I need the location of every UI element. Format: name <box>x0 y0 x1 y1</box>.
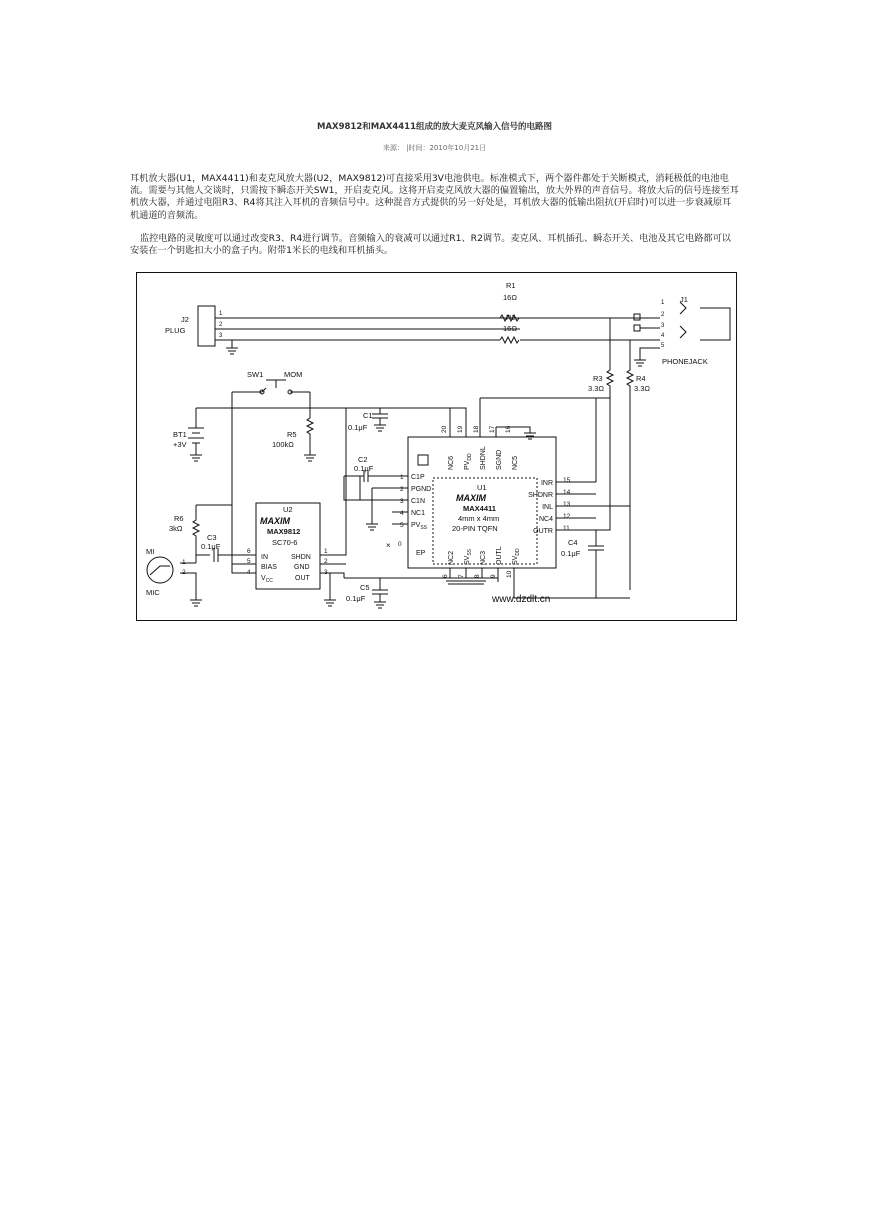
u2-brand-logo: MAXIM <box>260 516 290 526</box>
j1-pin-2: 2 <box>661 312 665 318</box>
u1-top-pin-label: $PV_{DD}$ <box>464 453 473 470</box>
power-rail <box>196 392 450 418</box>
u1-right-pin-num: 13 <box>563 501 571 508</box>
u1-left-pin-label: C1P <box>411 474 425 481</box>
u1-bottom-pin-num: 7 <box>458 574 465 578</box>
u1-left-pin-label: C1N <box>411 498 426 505</box>
u2-package: SC70-6 <box>272 538 298 547</box>
u1-ep-label: EP <box>416 550 426 557</box>
j1-name: PHONEJACK <box>662 357 708 366</box>
c2-value: 0.1μF <box>354 464 374 473</box>
mic-symbol <box>150 566 170 575</box>
c2-ref: C2 <box>358 455 368 464</box>
c2-capacitor <box>344 470 392 500</box>
c3-value: 0.1μF <box>201 542 221 551</box>
u1-bottom-pin-label: NC2 <box>448 550 455 565</box>
u1-bottom-ground <box>444 578 488 584</box>
r4-resistor <box>627 340 633 590</box>
c4-value: 0.1μF <box>561 549 581 558</box>
mic-ref: MI <box>146 547 155 556</box>
u1-package: 20-PIN TQFN <box>452 524 498 533</box>
u1-left-pin-num: 4 <box>400 510 404 517</box>
u1-top-pin-label: SHDNL <box>480 446 487 470</box>
j1-ref: J1 <box>680 295 688 304</box>
r5-resistor <box>307 418 313 455</box>
r2-ref: R2 <box>506 313 516 322</box>
u2-num-shdn: 1 <box>324 548 328 555</box>
u1-right-pin-label: INL <box>542 504 553 511</box>
u1-bottom-pin-num: 8 <box>474 574 481 578</box>
u1-left-pin-num: 1 <box>400 474 404 481</box>
u1-right-pin-num: 15 <box>563 477 571 484</box>
c4-capacitor <box>588 530 604 598</box>
u1-ep-num: 0 <box>398 541 402 548</box>
u1-left-pin-num: 2 <box>400 486 404 493</box>
c1-value: 0.1μF <box>348 423 368 432</box>
u1-bottom-pin-num: 9 <box>490 574 497 578</box>
mic-body <box>147 557 173 583</box>
j2-ground <box>226 348 238 354</box>
u1-right-pin-num: 11 <box>563 525 570 532</box>
r2-resistor <box>500 337 519 343</box>
u1-top-pin-label: NC5 <box>512 455 519 470</box>
c4-ref: C4 <box>568 538 578 547</box>
u1-bottom-pin-num: 6 <box>442 574 449 578</box>
r4-ref: R4 <box>636 374 646 383</box>
circuit-schematic <box>136 272 737 621</box>
r5-value: 100kΩ <box>272 440 294 449</box>
u2-left-wiring <box>220 408 240 573</box>
j2-wires <box>215 318 520 348</box>
u1-top-pin-num: 16 <box>505 425 512 433</box>
u1-top-pin-num: 18 <box>473 425 480 433</box>
u1-right-pin-label: NC4 <box>538 516 553 523</box>
r3-resistor <box>607 318 613 398</box>
bt1-value: +3V <box>173 440 187 449</box>
u1-pgnd-ground <box>366 488 392 530</box>
r3-ref: R3 <box>593 374 603 383</box>
u1-bottom-pin-label: NC3 <box>480 550 487 565</box>
u1-right-pin-label: OUTR <box>533 528 553 535</box>
u2-pin-in: IN <box>261 554 268 561</box>
u1-top-pin-num: 19 <box>457 425 464 433</box>
j1-pin-5: 5 <box>661 343 665 349</box>
sw1-switch <box>232 380 310 392</box>
mic-pin-2: 2 <box>182 569 186 576</box>
r5-ground <box>304 455 316 461</box>
u2-pin-bias: BIAS <box>261 564 277 571</box>
j1-ground <box>634 360 646 366</box>
c5-value: 0.1μF <box>346 594 366 603</box>
u1-bottom-pin-label: OUTL <box>496 546 503 565</box>
r4-value: 3.3Ω <box>634 384 651 393</box>
j2-plug-body <box>198 306 215 346</box>
u1-left-pin-num: 3 <box>400 498 404 505</box>
j2-pin-2: 2 <box>219 322 223 328</box>
article-paragraph-2: 监控电路的灵敏度可以通过改变R3、R4进行调节。音频输入的衰减可以通过R1、R2调节。麦克风、耳机插孔、瞬态开关、电池及其它电路都可以安装在一个钥匙扣大小的盒子内。附带1米长的电线和耳机插头。 <box>130 233 731 257</box>
r5-ref: R5 <box>287 430 297 439</box>
u1-left-pin-label: $PV_{SS}$ <box>411 522 428 531</box>
u1-bottom-pin-label: $SV_{DD}$ <box>512 548 521 565</box>
u2-ref: U2 <box>283 505 293 514</box>
u2-num-out: 3 <box>324 569 328 576</box>
c5-ref: C5 <box>360 583 370 592</box>
article-paragraph-1: 耳机放大器(U1，MAX4411)和麦克风放大器(U2，MAX9812)可直接采用3V电池供电。标准模式下，两个器件都处于关断模式，消耗极低的电池电流。需要与其他人交谈时，只需按下瞬态开关SW1，开启麦克风。这将开启麦克风放大器的偏置输出，放大外界的声音信号。将放大后的信号连接至耳机放大器，并通过电阻R3、R4将其注入耳机的音频信号中。这种混音方式提供的另一好处是，耳机放大器的低输出阻抗(开启时)可以进一步衰减原耳机通道的音频流。 <box>130 173 739 221</box>
u2-num-gnd: 2 <box>324 558 328 565</box>
c3-ref: C3 <box>207 533 217 542</box>
u1-left-pin-label: PGND <box>411 486 432 493</box>
j2-pin-1: 1 <box>219 311 223 317</box>
u1-size: 4mm x 4mm <box>458 514 500 523</box>
u2-pin-out: OUT <box>295 575 310 582</box>
j1-contact-b <box>634 325 640 331</box>
u1-left-pin-label: NC1 <box>411 510 426 517</box>
u1-top-pin-label: NC6 <box>448 455 455 470</box>
u1-pin1-marker <box>418 455 428 465</box>
j1-contact-a <box>634 314 640 320</box>
u2-num-bias: 5 <box>247 558 251 565</box>
r3-value: 3.3Ω <box>588 384 605 393</box>
j1-jack-body <box>680 302 730 340</box>
u1-right-pin-wiring <box>556 398 630 530</box>
r1-value: 16Ω <box>503 293 517 302</box>
j2-pin-3: 3 <box>219 333 223 339</box>
u1-brand-logo: MAXIM <box>456 493 486 503</box>
u2-output-wiring <box>324 408 346 606</box>
bt1-battery <box>188 408 204 461</box>
r2-value: 16Ω <box>503 324 517 333</box>
u2-pin-gnd: GND <box>294 564 310 571</box>
u1-part: MAX4411 <box>463 504 496 513</box>
article-meta: 来源： |时间：2010年10月21日 <box>382 144 487 152</box>
u1-ep-nc-mark: × <box>386 541 391 550</box>
mic-name: MIC <box>146 588 160 597</box>
u1-right-pin-num: 14 <box>563 489 571 496</box>
c3-capacitor <box>180 548 240 606</box>
article-title: MAX9812和MAX4411组成的放大麦克风输入信号的电路图 <box>317 122 552 132</box>
r6-value: 3kΩ <box>169 524 183 533</box>
u2-pin-shdn: SHDN <box>291 554 311 561</box>
u1-top-pin-num: 17 <box>489 425 496 433</box>
j2-ref: J2 <box>181 315 189 324</box>
u1-left-pin-num: 5 <box>400 522 404 529</box>
j1-pin-1: 1 <box>661 300 665 306</box>
c1-capacitor <box>372 408 388 431</box>
bt1-ref: BT1 <box>173 430 187 439</box>
u1-bottom-pin-num: 10 <box>506 570 513 578</box>
u1-right-pin-label: SHDNR <box>528 492 553 499</box>
u1-ref: U1 <box>477 483 487 492</box>
u1-right-pin-num: 12 <box>563 513 571 520</box>
u2-num-in: 6 <box>247 548 251 555</box>
sw1-type: MOM <box>284 370 303 379</box>
j2-name: PLUG <box>165 326 186 335</box>
r6-ref: R6 <box>174 514 184 523</box>
r1-ref: R1 <box>506 281 516 290</box>
mic-pin-1: 1 <box>182 559 186 566</box>
j1-pin-3: 3 <box>661 323 665 329</box>
u1-bottom-pin-label: $SV_{SS}$ <box>464 548 473 565</box>
u1-right-pin-label: INR <box>540 480 553 487</box>
c1-ref: C1 <box>363 411 373 420</box>
u2-num-vcc: 4 <box>247 569 251 576</box>
u2-pin-stubs <box>240 555 336 573</box>
j1-wires <box>610 318 660 360</box>
j1-pin-4: 4 <box>661 333 665 339</box>
u1-top-pin-label: SGND <box>496 449 503 470</box>
watermark: www.dzdlt.cn <box>492 594 551 605</box>
u2-pin-vcc: $V_{CC}$ <box>261 575 273 584</box>
u2-part: MAX9812 <box>267 527 301 536</box>
u1-top-pin-num: 20 <box>441 425 448 433</box>
sw1-ref: SW1 <box>247 370 264 379</box>
